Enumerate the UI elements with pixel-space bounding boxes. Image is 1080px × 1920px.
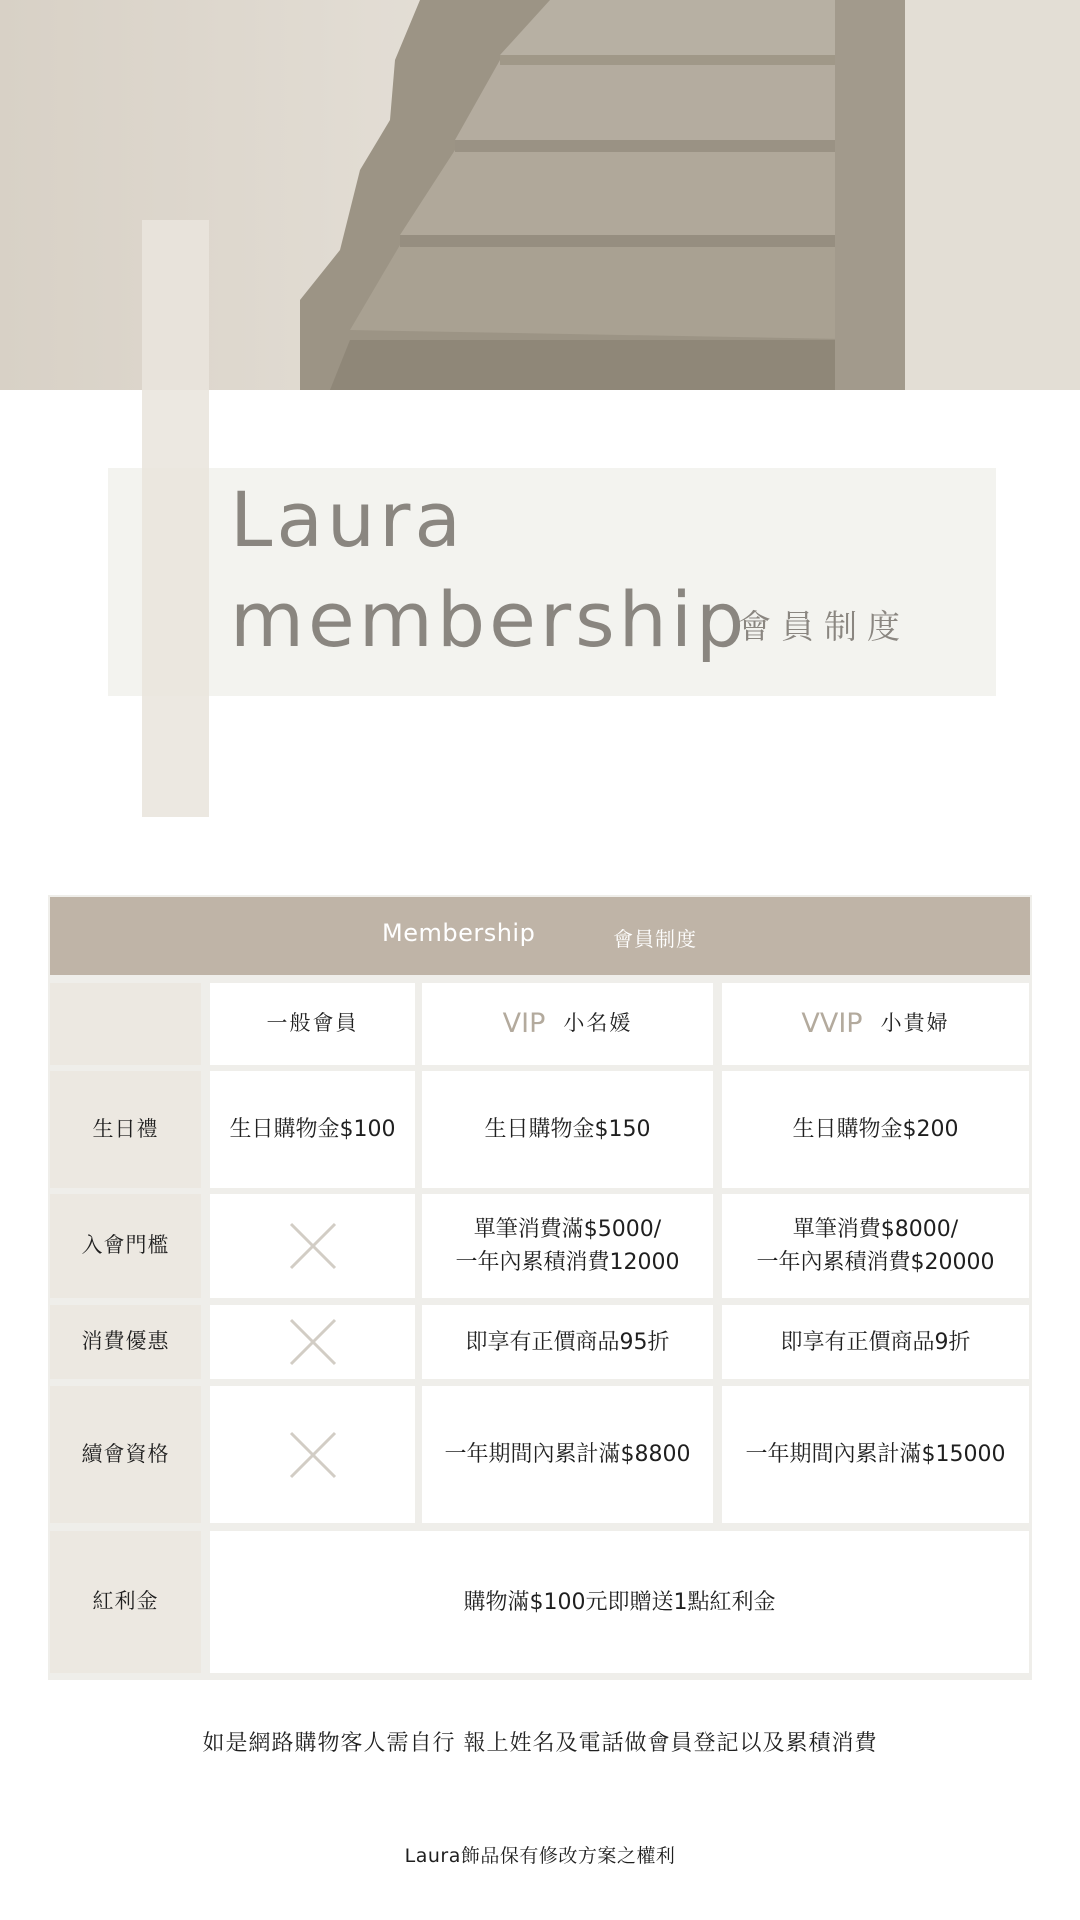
- decorative-vertical-bar: [142, 220, 209, 817]
- tier-vip-label: 小名媛: [563, 1011, 633, 1036]
- cell-renewal-vvip: 一年期間內累計滿$15000: [722, 1386, 1029, 1523]
- tier-vvip-label: 小貴婦: [880, 1011, 950, 1036]
- row-label-renewal: 續會資格: [50, 1386, 201, 1523]
- row-label-birthday: 生日禮: [50, 1071, 201, 1188]
- tier-vip-name: VIP: [502, 1007, 546, 1039]
- membership-table: [48, 895, 1032, 1680]
- online-registration-note: 如是網路購物客人需自行 報上姓名及電話做會員登記以及累積消費: [202, 1731, 878, 1756]
- cell-birthday-vip: 生日購物金$150: [422, 1071, 713, 1188]
- x-mark-icon: [287, 1429, 339, 1481]
- tier-general-label: 一般會員: [266, 1011, 359, 1036]
- table-header: [50, 897, 1030, 975]
- cell-discount-vvip: 即享有正價商品9折: [722, 1305, 1029, 1379]
- x-mark-icon: [287, 1220, 339, 1272]
- row-label-bonus: 紅利金: [50, 1531, 201, 1673]
- tier-vvip-name: VVIP: [801, 1007, 863, 1039]
- cell-renewal-vip: 一年期間內累計滿$8800: [422, 1386, 713, 1523]
- table-header-en: Membership: [382, 919, 536, 947]
- cell-discount-general: [210, 1305, 415, 1379]
- tier-vip: [422, 983, 713, 1065]
- cell-threshold-general: [210, 1194, 415, 1298]
- cell-threshold-vip: 單筆消費滿$5000/ 一年內累積消費12000: [422, 1194, 713, 1298]
- cell-discount-vip: 即享有正價商品95折: [422, 1305, 713, 1379]
- cell-birthday-vvip: 生日購物金$200: [722, 1071, 1029, 1188]
- tier-general: [210, 983, 415, 1065]
- cell-threshold-vvip: 單筆消費$8000/ 一年內累積消費$20000: [722, 1194, 1029, 1298]
- row-label-threshold: 入會門檻: [50, 1194, 201, 1298]
- table-corner-cell: [50, 983, 201, 1065]
- page-subtitle: 會員制度: [738, 607, 910, 646]
- row-label-discount: 消費優惠: [50, 1305, 201, 1379]
- table-header-zh: 會員制度: [613, 927, 697, 951]
- page-title-line-1: Laura: [230, 475, 465, 564]
- tier-vvip: [722, 983, 1029, 1065]
- rights-note: Laura飾品保有修改方案之權利: [404, 1845, 676, 1867]
- x-mark-icon: [287, 1316, 339, 1368]
- cell-birthday-general: 生日購物金$100: [210, 1071, 415, 1188]
- cell-renewal-general: [210, 1386, 415, 1523]
- page-title-line-2: membership: [230, 575, 749, 664]
- cell-bonus-merged: 購物滿$100元即贈送1點紅利金: [210, 1531, 1029, 1673]
